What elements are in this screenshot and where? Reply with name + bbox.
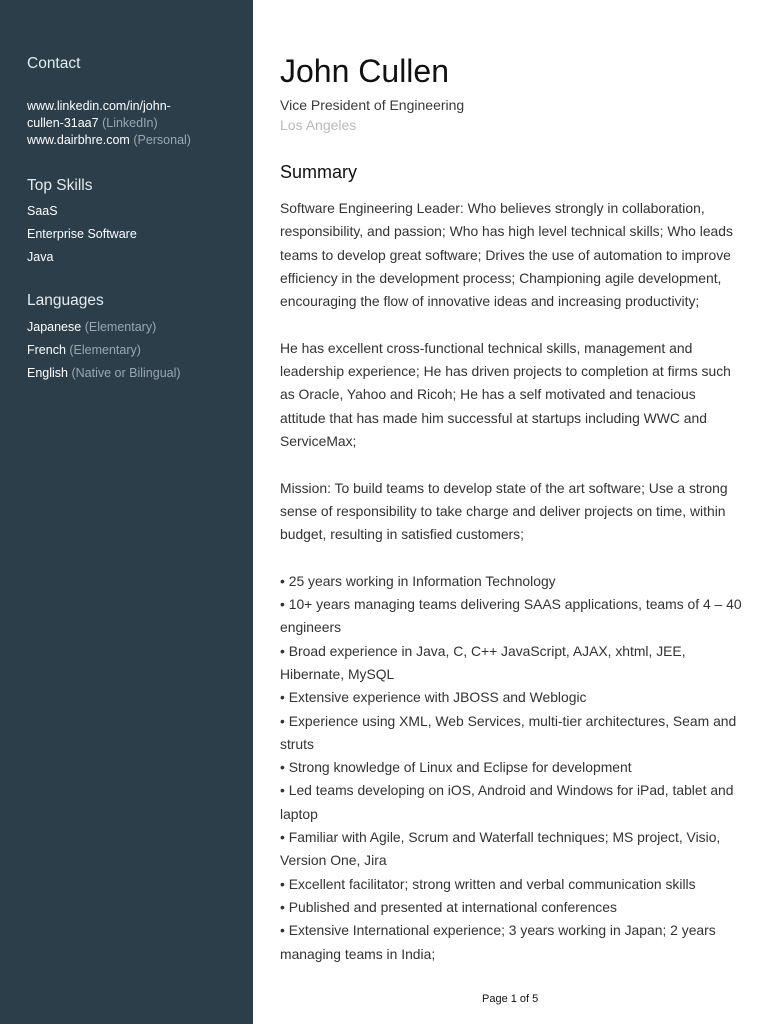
page-number: Page 1 of 5	[482, 993, 539, 1005]
languages-list	[27, 316, 181, 385]
job-title: Vice President of Engineering	[280, 97, 465, 113]
summary-body	[280, 197, 742, 966]
language-item	[27, 362, 181, 385]
language-level: (Elementary)	[69, 343, 141, 357]
skills-list	[27, 200, 137, 269]
top-skills-heading: Top Skills	[27, 177, 93, 194]
contact-heading: Contact	[27, 55, 81, 72]
language-level: (Elementary)	[84, 320, 157, 334]
summary-bullet-list	[280, 570, 742, 966]
summary-bullet: • Extensive International experience; 3 years working in Japan; 2 years managing teams in India;	[280, 922, 716, 962]
language-name: Japanese	[27, 320, 82, 334]
summary-paragraph: Mission: To build teams to develop state of the art software; Use a strong sense of responsibility to take charge and deliver projects on time, within budget, resulting in satisfied customers;	[280, 479, 728, 543]
language-level: (Native or Bilingual)	[71, 366, 181, 380]
summary-paragraph: Software Engineering Leader: Who believes strongly in collaboration, responsibility, and passion; Who has high level technical skills; Who leads teams to develop great software; Drives the use of automation to improve efficiency in the development process; Championing agile development, encouraging the flow of innovative ideas and increasing productivity;	[280, 200, 733, 310]
summary-bullet: • Published and presented at international conferences	[280, 898, 617, 915]
languages-heading: Languages	[27, 292, 104, 309]
summary-bullet: • Led teams developing on iOS, Android and Windows for iPad, tablet and laptop	[280, 782, 734, 822]
summary-paragraph: He has excellent cross-functional technical skills, management and leadership experience; He has driven projects to completion at firms such as Oracle, Yahoo and Ricoh; He has a self motivated and tenacious attitude that has made him successful at startups including WWC and ServiceMax;	[280, 339, 731, 449]
language-name: English	[27, 366, 68, 380]
skill-item: Java	[27, 250, 54, 264]
summary-bullet: • Familiar with Agile, Scrum and Waterfall techniques; MS project, Visio, Version One, Jira	[280, 829, 721, 869]
summary-bullet: • 25 years working in Information Technology	[280, 572, 556, 589]
location: Los Angeles	[280, 117, 357, 133]
linkedin-link[interactable]: www.linkedin.com/in/john-cullen-31aa7	[27, 99, 171, 130]
summary-bullet: • Broad experience in Java, C, C++ JavaScript, AJAX, xhtml, JEE, Hibernate, MySQL	[280, 642, 686, 682]
skill-item: Enterprise Software	[27, 227, 137, 241]
summary-bullet: • Strong knowledge of Linux and Eclipse for development	[280, 759, 632, 776]
sidebar	[0, 0, 253, 1024]
summary-bullet: • Extensive experience with JBOSS and Weblogic	[280, 689, 587, 706]
candidate-name: John Cullen	[280, 53, 449, 89]
contact-links	[27, 98, 197, 149]
summary-bullet: • 10+ years managing teams delivering SAAS applications, teams of 4 – 40 engineers	[280, 596, 742, 636]
linkedin-contact	[27, 98, 197, 132]
language-item	[27, 339, 181, 362]
summary-heading: Summary	[280, 162, 358, 182]
language-item	[27, 316, 181, 339]
personal-contact	[27, 132, 197, 149]
personal-label: (Personal)	[133, 133, 191, 147]
summary-bullet: • Experience using XML, Web Services, multi-tier architectures, Seam and struts	[280, 712, 737, 752]
personal-website-link[interactable]: www.dairbhre.com	[27, 133, 130, 147]
summary-bullet: • Excellent facilitator; strong written and verbal communication skills	[280, 875, 696, 892]
skill-item: SaaS	[27, 204, 58, 218]
language-name: French	[27, 343, 66, 357]
linkedin-label: (LinkedIn)	[102, 116, 158, 130]
